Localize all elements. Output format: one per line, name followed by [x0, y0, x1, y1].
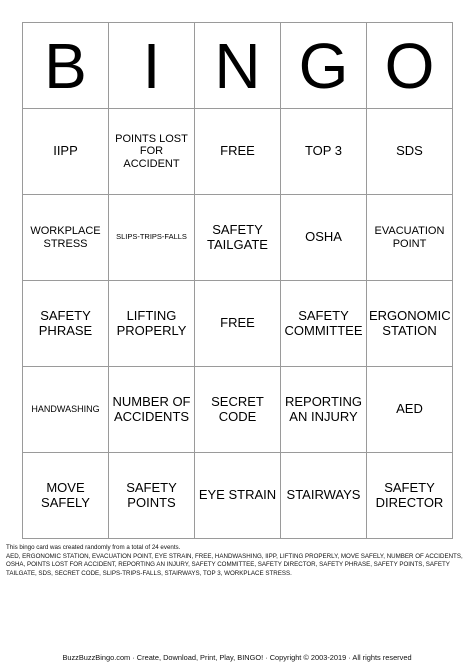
header-letter-n: N	[195, 23, 281, 109]
bingo-cell: SAFETY PHRASE	[23, 281, 109, 367]
events-list: AED, ERGONOMIC STATION, EVACUATION POINT, EYE STRAIN, FREE, HANDWASHING, IIPP, LIFTING PROPERLY, MOVE SAFELY, NUMBER OF ACCIDENTS, OSHA, POINTS LOST FOR ACCIDENT, REPORTING AN INJURY, SAFETY COMMITTEE, SAFETY DIRECTOR, SAFETY PHRASE, SAFETY POINTS, SAFETY TAILGATE, SDS, SECRET CODE, SLIPS-TRIPS-FALLS, STAIRWAYS, TOP 3, WORKPLACE STRESS.	[6, 552, 463, 578]
bingo-row	[23, 453, 453, 539]
bingo-cell: FREE	[195, 109, 281, 195]
bingo-cell: HANDWASHING	[23, 367, 109, 453]
header-letter-b: B	[23, 23, 109, 109]
bingo-row	[23, 195, 453, 281]
bingo-row	[23, 109, 453, 195]
bingo-cell: IIPP	[23, 109, 109, 195]
bingo-row	[23, 281, 453, 367]
bingo-cell: LIFTING PROPERLY	[109, 281, 195, 367]
site-footer: BuzzBuzzBingo.com · Create, Download, Print, Play, BINGO! · Copyright © 2003-2019 · All rights reserved	[62, 653, 412, 662]
bingo-cell: SAFETY POINTS	[109, 453, 195, 539]
bingo-header-row	[23, 23, 453, 109]
bingo-cell: OSHA	[281, 195, 367, 281]
bingo-cell: ERGONOMIC STATION	[367, 281, 453, 367]
bingo-cell: SLIPS-TRIPS-FALLS	[109, 195, 195, 281]
bingo-cell: SAFETY COMMITTEE	[281, 281, 367, 367]
bingo-cell: REPORTING AN INJURY	[281, 367, 367, 453]
bingo-cell: SECRET CODE	[195, 367, 281, 453]
bingo-cell: TOP 3	[281, 109, 367, 195]
bingo-cell: MOVE SAFELY	[23, 453, 109, 539]
header-letter-i: I	[109, 23, 195, 109]
header-letter-o: O	[367, 23, 453, 109]
header-letter-g: G	[281, 23, 367, 109]
events-note	[6, 544, 468, 579]
bingo-cell: NUMBER OF ACCIDENTS	[109, 367, 195, 453]
bingo-card	[22, 22, 453, 539]
bingo-cell: STAIRWAYS	[281, 453, 367, 539]
bingo-cell: WORKPLACE STRESS	[23, 195, 109, 281]
bingo-cell: SAFETY DIRECTOR	[367, 453, 453, 539]
events-intro: This bingo card was created randomly from a total of 24 events.	[6, 544, 181, 551]
bingo-cell: SAFETY TAILGATE	[195, 195, 281, 281]
bingo-row	[23, 367, 453, 453]
bingo-cell: POINTS LOST FOR ACCIDENT	[109, 109, 195, 195]
bingo-cell: AED	[367, 367, 453, 453]
bingo-cell: FREE	[195, 281, 281, 367]
bingo-cell: EYE STRAIN	[195, 453, 281, 539]
bingo-cell: EVACUATION POINT	[367, 195, 453, 281]
bingo-cell: SDS	[367, 109, 453, 195]
